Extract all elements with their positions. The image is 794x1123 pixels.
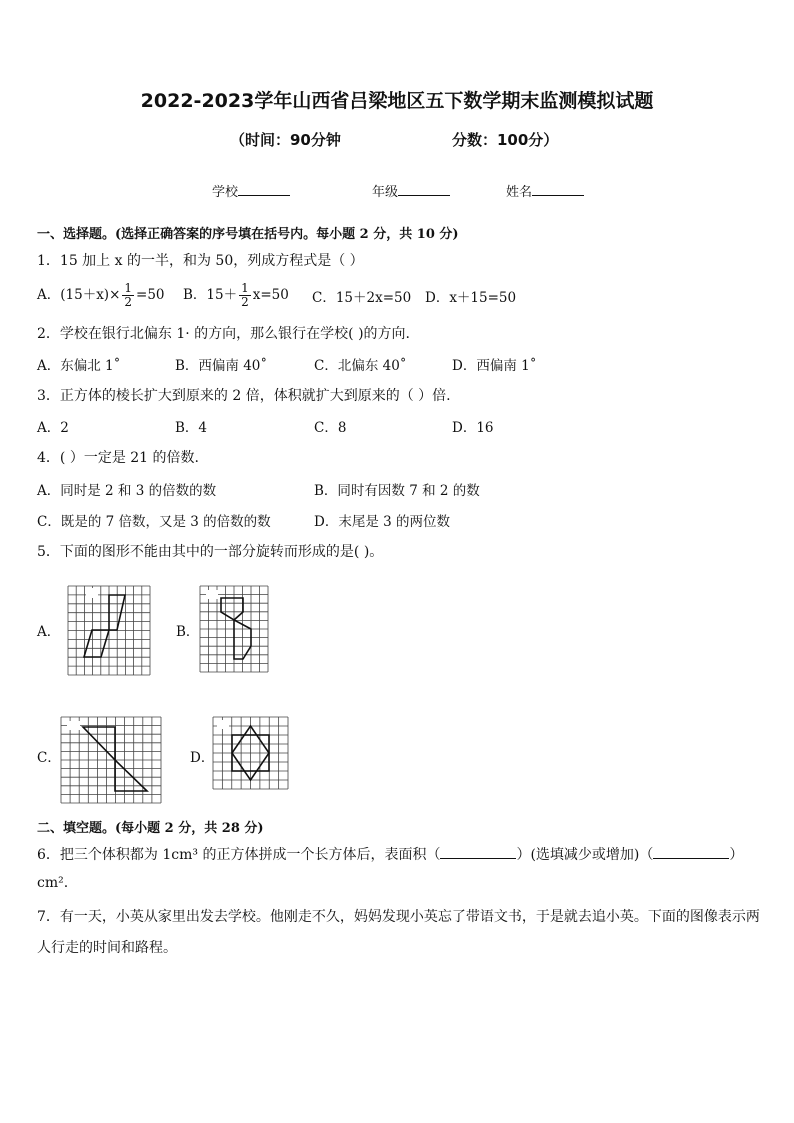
school-field	[212, 181, 290, 200]
page-title: 2022-2023学年山西省吕梁地区五下数学期末监测模拟试题	[140, 90, 654, 112]
q7-line-1: 7．有一天，小英从家里出发去学校。他刚走不久，妈妈发现小英忘了带语文书，于是就去追小英。下面的图像表示两	[37, 909, 760, 925]
grid-blemish	[217, 720, 229, 729]
exam-score: 分数：100分）	[452, 131, 559, 149]
fraction-numerator: 1	[124, 281, 133, 295]
grid-blemish	[206, 590, 218, 599]
grade-label: 年级	[372, 185, 399, 200]
shape-a	[84, 595, 125, 657]
q5-option-a-label[interactable]: A．	[37, 624, 61, 640]
fraction-numerator: 1	[241, 281, 249, 295]
figure-b-grid	[200, 586, 268, 672]
q6-answer-blank-2[interactable]	[653, 846, 729, 859]
q2-option-a[interactable]: A．东偏北 1˚	[37, 358, 121, 374]
school-label: 学校	[212, 185, 239, 200]
q6-unit: cm².	[37, 875, 69, 891]
q6-text-1: 6．把三个体积都为 1cm³ 的正方体拼成一个长方体后，表面积（	[37, 847, 441, 863]
q3-stem: 3．正方体的棱长扩大到原来的 2 倍，体积就扩大到原来的（ ）倍.	[37, 388, 451, 404]
name-field	[506, 181, 584, 200]
q3-option-b[interactable]: B．4	[175, 420, 208, 436]
q6-line	[37, 844, 743, 864]
school-blank[interactable]	[238, 183, 290, 196]
figure-d-grid	[213, 717, 288, 789]
name-label: 姓名	[506, 185, 533, 200]
q2-option-b[interactable]: B．西偏南 40˚	[175, 358, 268, 374]
figure-a-grid	[68, 586, 150, 675]
q7-line-2: 人行走的时间和路程。	[37, 940, 177, 956]
fraction-half	[239, 282, 251, 309]
exam-time: （时间：90分钟	[230, 131, 341, 149]
shape-c	[83, 727, 147, 791]
q2-stem: 2．学校在银行北偏东 1· 的方向，那么银行在学校( )的方向.	[37, 326, 410, 342]
q5-option-b-label[interactable]: B．	[176, 624, 200, 640]
q5-option-d-label[interactable]: D．	[190, 750, 215, 766]
fraction-denominator: 2	[124, 295, 133, 309]
q2-option-c[interactable]: C．北偏东 40˚	[314, 358, 407, 374]
q1-a-text: A．(15＋x)×	[37, 287, 121, 303]
q1-b-tail: x=50	[252, 287, 289, 303]
section-1-heading: 一、选择题。(选择正确答案的序号填在括号内。每小题 2 分，共 10 分)	[37, 227, 459, 242]
name-blank[interactable]	[532, 183, 584, 196]
q1-option-a[interactable]	[37, 282, 165, 309]
q4-option-c[interactable]: C．既是的 7 倍数，又是 3 的倍数的数	[37, 514, 271, 530]
q4-option-b[interactable]: B．同时有因数 7 和 2 的数	[314, 483, 480, 499]
grade-blank[interactable]	[398, 183, 450, 196]
grid-blemish	[67, 721, 80, 730]
q1-stem: 1．15 加上 x 的一半，和为 50，列成方程式是（ ）	[37, 253, 364, 269]
fraction-denominator: 2	[241, 295, 249, 309]
fraction-half	[122, 282, 134, 309]
q5-option-c-label[interactable]: C．	[37, 750, 61, 766]
q6-text-2: ）(选填减少或增加)（	[516, 847, 654, 863]
q1-option-d[interactable]: D．x＋15=50	[425, 290, 517, 306]
grid-blemish	[86, 588, 98, 598]
q3-option-a[interactable]: A．2	[37, 420, 69, 436]
q1-option-b[interactable]	[183, 282, 289, 309]
q4-option-d[interactable]: D．末尾是 3 的两位数	[314, 514, 450, 530]
q3-option-d[interactable]: D．16	[452, 420, 494, 436]
q3-option-c[interactable]: C．8	[314, 420, 347, 436]
q6-answer-blank-1[interactable]	[440, 846, 516, 859]
section-2-heading: 二、填空题。(每小题 2 分，共 28 分)	[37, 821, 264, 836]
q6-text-3: ）	[729, 847, 744, 863]
q5-stem: 5．下面的图形不能由其中的一部分旋转而形成的是( )。	[37, 544, 384, 560]
q1-b-text: B．15＋	[183, 287, 238, 303]
q2-option-d[interactable]: D．西偏南 1˚	[452, 358, 537, 374]
q1-option-c[interactable]: C．15＋2x=50	[312, 290, 412, 306]
grade-field	[372, 181, 450, 200]
q4-option-a[interactable]: A．同时是 2 和 3 的倍数的数	[37, 483, 217, 499]
q1-a-tail: =50	[136, 287, 165, 303]
figure-c-grid	[61, 717, 161, 803]
q4-stem: 4．( ）一定是 21 的倍数.	[37, 450, 199, 466]
